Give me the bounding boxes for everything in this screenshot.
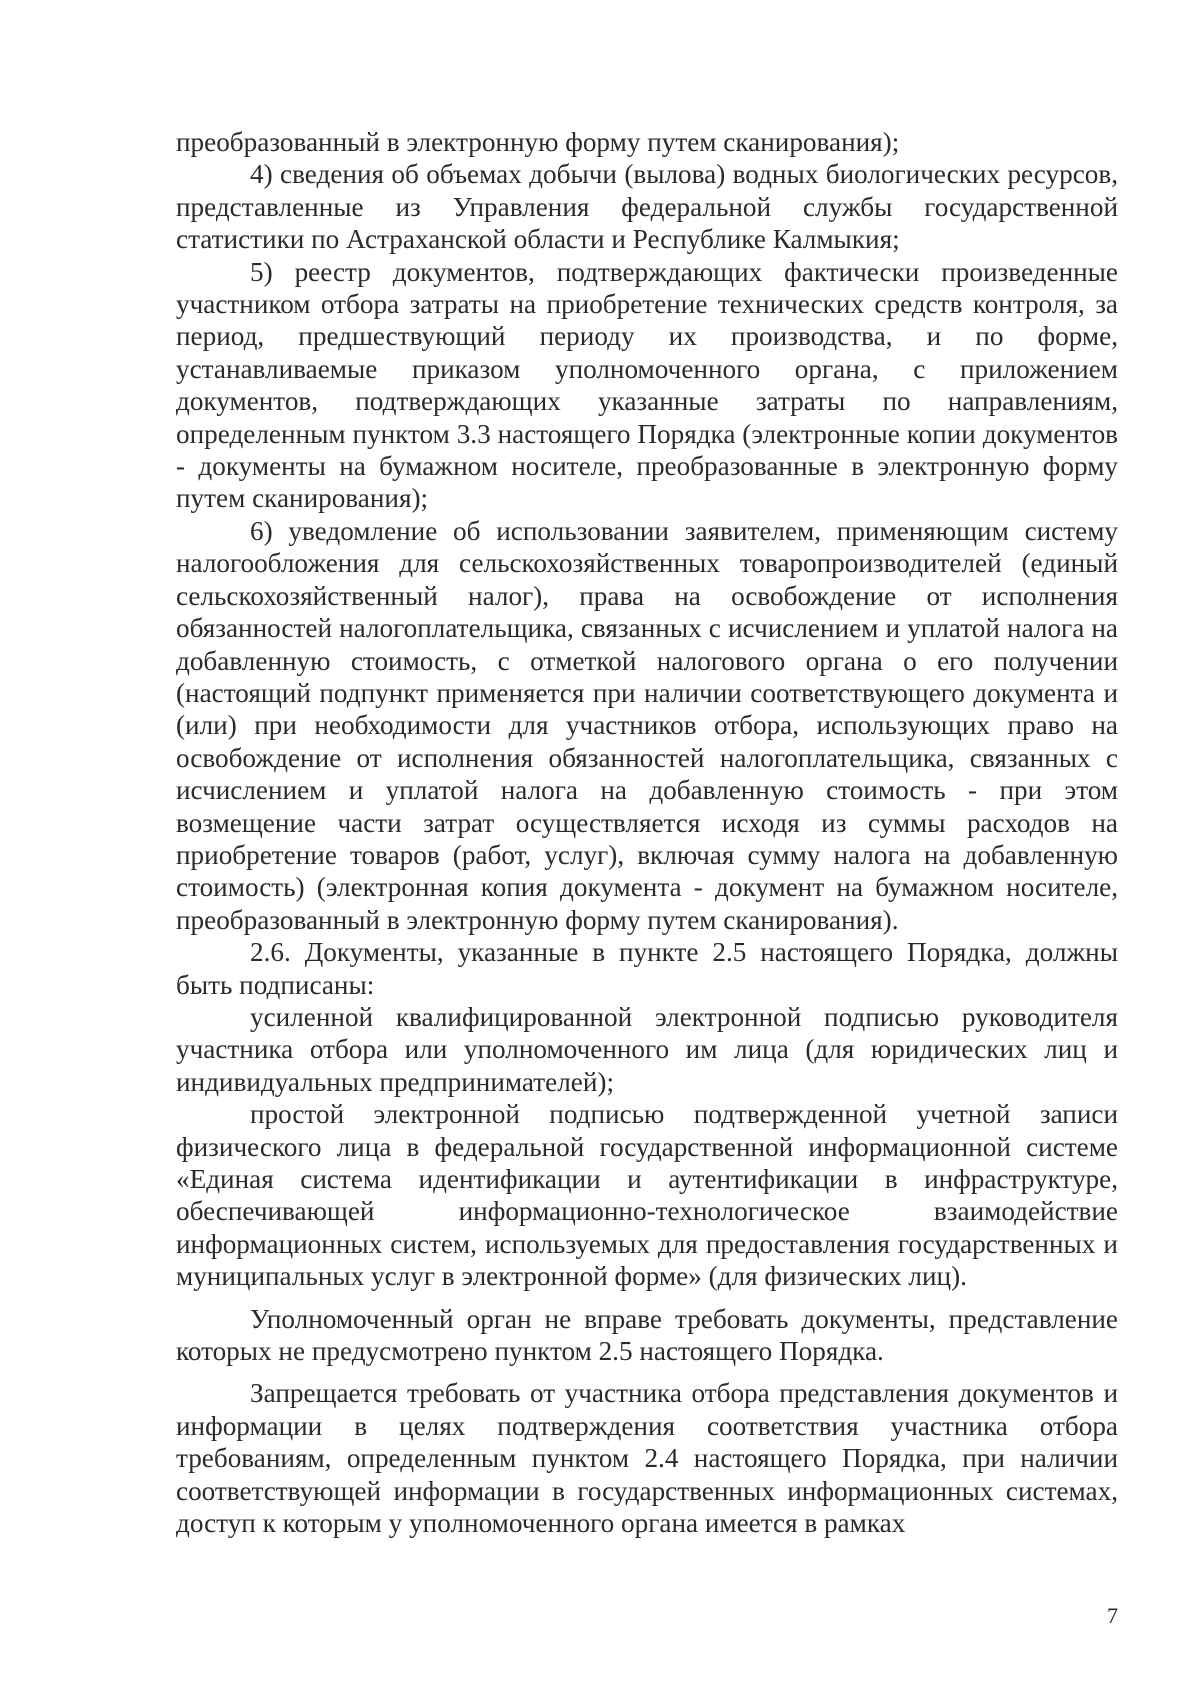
document-body: [176, 126, 1118, 1539]
paragraph-qualified-signature: усиленной квалифицированной электронной подписью руководителя участника отбора или уполномоченного им лица (для юридических лиц и индивидуальных предпринимателей);: [176, 1001, 1118, 1097]
paragraph-simple-signature: простой электронной подписью подтвержденной учетной записи физического лица в федеральной государственной информационной системе «Единая система идентификации и аутентификации в инфраструктуре, обеспечивающей информационно-технологическое взаимодействие информационных систем, используемых для предоставления государственных и муниципальных услуг в электронной форме» (для физических лиц).: [176, 1099, 1118, 1292]
paragraph-prohibition: Запрещается требовать от участника отбора представления документов и информации в целях подтверждения соответствия участника отбора требованиям, определенным пунктом 2.4 настоящего Порядка, при наличии соответствующей информации в государственных информационных системах, доступ к которым у уполномоченного органа имеется в рамках: [176, 1378, 1118, 1539]
paragraph-continuation: преобразованный в электронную форму путем сканирования);: [176, 127, 900, 157]
page-number: 7: [1107, 1603, 1118, 1628]
paragraph-authorized-body: Уполномоченный орган не вправе требовать документы, представление которых не предусмотрено пунктом 2.5 настоящего Порядка.: [176, 1303, 1118, 1367]
paragraph-section-2-6: 2.6. Документы, указанные в пункте 2.5 настоящего Порядка, должны быть подписаны:: [176, 937, 1118, 1000]
paragraph-item-4: 4) сведения об объемах добычи (вылова) водных биологических ресурсов, представленные из Управления федеральной службы государственной статистики по Астраханской области и Республике Калмыкия;: [176, 159, 1118, 255]
paragraph-item-5: 5) реестр документов, подтверждающих фактически произведенные участником отбора затраты на приобретение технических средств контроля, за период, предшествующий периоду их производства, и по форме, устанавливаемые приказом уполномоченного органа, с приложением документов, подтверждающих указанные затраты по направлениям, определенным пунктом 3.3 настоящего Порядка (электронные копии документов - документы на бумажном носителе, преобразованные в электронную форму путем сканирования);: [176, 256, 1118, 514]
paragraph-item-6: 6) уведомление об использовании заявителем, применяющим систему налогообложения для сельскохозяйственных товаропроизводителей (единый сельскохозяйственный налог), права на освобождение от исполнения обязанностей налогоплательщика, связанных с исчислением и уплатой налога на добавленную стоимость, с отметкой налогового органа о его получении (настоящий подпункт применяется при наличии соответствующего документа и (или) при необходимости для участников отбора, использующих право на освобождение от исполнения обязанностей налогоплательщика, связанных с исчислением и уплатой налога на добавленную стоимость - при этом возмещение части затрат осуществляется исходя из суммы расходов на приобретение товаров (работ, услуг), включая сумму налога на добавленную стоимость) (электронная копия документа - документ на бумажном носителе, преобразованный в электронную форму путем сканирования).: [176, 515, 1118, 935]
